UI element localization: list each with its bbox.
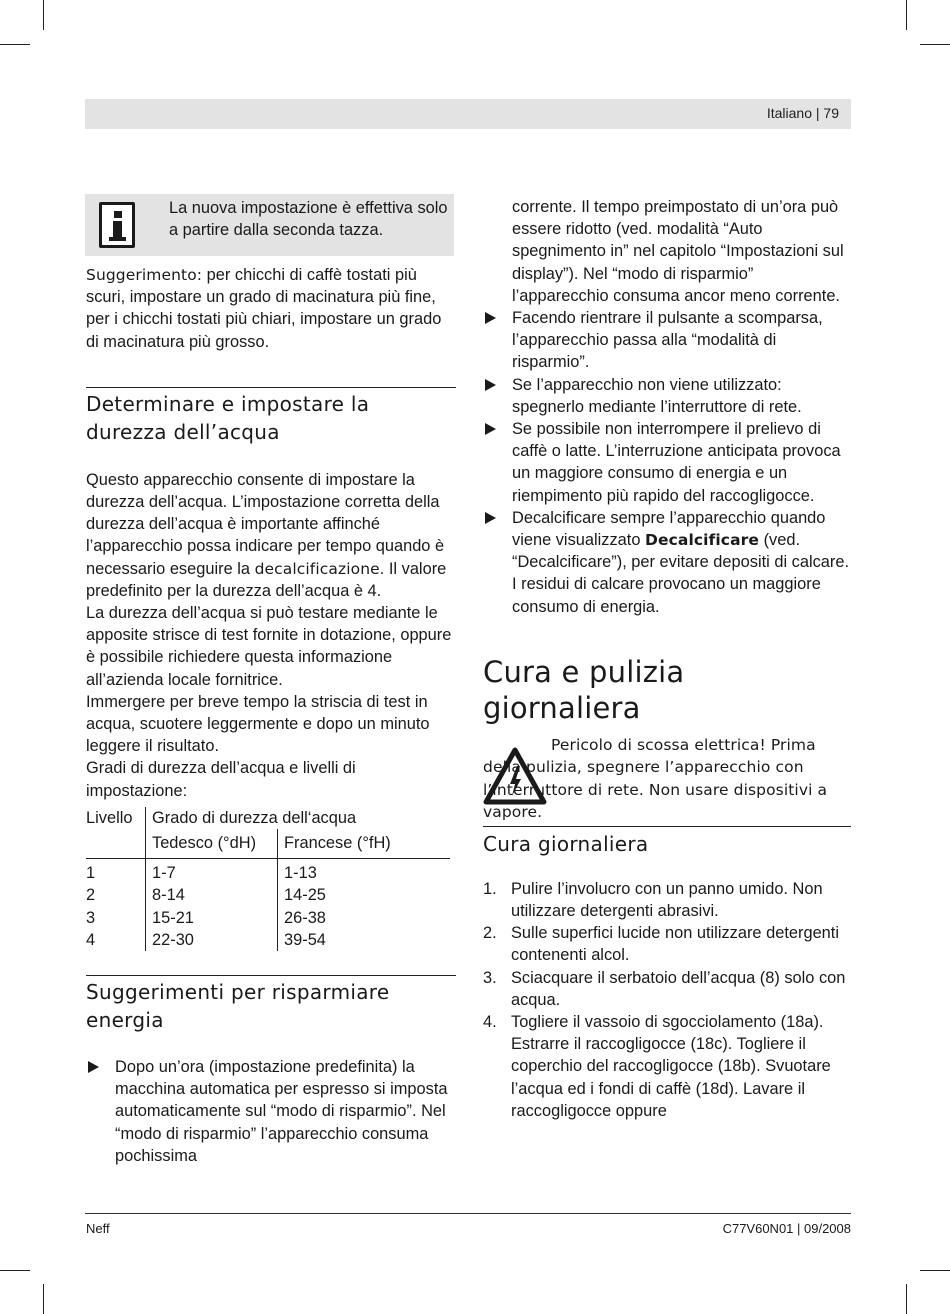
bullet-text-end: (ved. “Decalcificare”), per evitare depositi di calcare. I residui di calcare provocano un maggiore consumo di energia. [512,531,850,616]
tip-label: Suggerimento: [86,266,203,284]
cell-livello: 4 [86,930,96,949]
section-title-energy: Suggerimenti per risparmiare energia [86,980,390,1033]
section-divider [483,826,851,827]
crop-mark [920,44,950,45]
cell-livello: 3 [86,908,96,927]
crop-mark [0,44,30,45]
step-text: Sciacquare il serbatoio dell’acqua (8) solo con acqua. [511,968,846,1009]
section-title-water-hardness: Determinare e impostare la durezza dell’acqua [86,391,370,444]
step-number: 1. [483,879,497,898]
table-row [86,929,450,951]
page-label: Italiano | 79 [766,105,839,121]
cell-francese: 26-38 [278,907,451,929]
list-item [483,507,851,618]
step-number: 3. [483,968,497,987]
crop-mark [920,1270,950,1271]
cell-francese: 39-54 [278,929,451,951]
bullet-arrow-icon [485,512,496,524]
list-item [483,922,851,966]
footer-brand: Neff [86,1221,110,1236]
step-number: 2. [483,924,497,943]
left-column [86,194,456,1167]
bullet-text: Dopo un’ora (impostazione predefinita) la macchina automatica per espresso si imposta automaticamente sul “modo di risparmio”. Nel “modo di risparmio” l’apparecchio consuma pochissima [115,1058,448,1165]
cell-tedesco: 8-14 [146,884,278,906]
cell-tedesco: 1-7 [146,859,278,885]
crop-mark [906,1284,907,1314]
care-steps-list [483,878,851,1122]
cell-livello: 1 [86,864,96,883]
warning-text: Pericolo di scossa elettrica! Prima della pulizia, spegnere l’apparecchio con l’interruttore di rete. Non usare dispositivi a vapore. [483,735,828,822]
intro-text-end: . Il valore predefinito per la durezza dell’acqua è 4. [86,559,447,600]
table-row [86,907,450,929]
list-item [483,418,851,507]
water-hardness-table-caption: Gradi di durezza dell’acqua e livelli di impostazione: [86,759,356,800]
water-hardness-table [86,807,450,951]
crop-mark [906,0,907,30]
right-column [483,196,851,1122]
crop-mark [43,0,44,30]
bullet-text: Facendo rientrare il pulsante a scomparsa, l’apparecchio passa alla “modalità di risparmio”. [512,309,823,372]
step-text: Togliere il vassoio di sgocciolamento (18a). Estrarre il raccogligocce (18c). Togliere il coperchio del raccogligocce (18b). Svuotare l’acqua ed i fondi di caffè (18d). Lavare il raccogligocce oppure [511,1013,831,1120]
table-row [86,884,450,906]
cell-livello: 2 [86,886,96,905]
info-note-text: La nuova impostazione è effettiva solo a partire dalla seconda tazza. [169,199,448,240]
tip-text: per chicchi di caffè tostati più scuri, impostare un grado di macinatura più fine, per i chicchi tostati più chiari, impostare un grado di macinatura più grosso. [86,266,442,351]
bullet-arrow-icon [485,312,496,324]
th-tedesco: Tedesco (°dH) [146,829,278,859]
list-item [483,307,851,374]
cell-francese: 1-13 [278,859,451,885]
display-message-term: Decalcificare [645,531,760,550]
decalcification-term: decalcificazione [254,559,380,578]
crop-mark [43,1284,44,1314]
cell-tedesco: 22-30 [146,929,278,951]
water-hardness-intro [86,469,456,602]
info-note [85,194,454,256]
step-number: 4. [483,1013,497,1032]
th-livello: Livello [86,808,133,827]
cell-francese: 14-25 [278,884,451,906]
section-title-daily-care: Cura giornaliera [483,831,649,856]
list-item [483,878,851,922]
list-item [86,1056,456,1167]
step-text: Pulire l’involucro con un panno umido. Non utilizzare detergenti abrasivi. [511,879,823,921]
list-item [483,1011,851,1122]
table-row [86,859,450,885]
list-item [483,967,851,1011]
water-hardness-instructions: Immergere per breve tempo la striscia di test in acqua, scuotere leggermente e dopo un minuto leggere il risultato. [86,692,430,756]
crop-mark [0,1270,30,1271]
bullet-arrow-icon [485,423,496,435]
tip-paragraph [86,264,456,353]
intro-text: Questo apparecchio consente di impostare la durezza dell’acqua. L’impostazione corretta della durezza dell’acqua è importante affinché l’apparecchio possa indicare per tempo quando è necessario eseguire la [86,470,445,578]
info-icon [99,202,135,248]
bullet-text: Se possibile non interrompere il prelievo di caffè o latte. L’interruzione anticipata provoca un maggiore consumo di energia e un riempimento più rapido del raccogligocce. [512,420,841,505]
bullet-arrow-icon [88,1061,99,1073]
list-item [483,374,851,418]
warning-block [483,734,851,824]
bullet-continuation: corrente. Il tempo preimpostato di un’ora può essere ridotto (ved. modalità “Auto spegnimento in” nel capitolo “Impostazioni sul display”). Nel “modo di risparmio” l’apparecchio consuma ancor meno corrente. [512,198,844,305]
water-hardness-test: La durezza dell’acqua si può testare mediante le apposite strisce di test fornite in dotazione, oppure è possibile richiedere questa informazione all’azienda locale fornitrice. [86,604,452,689]
bullet-text: Decalcificare sempre l’apparecchio quando viene visualizzato [512,508,826,550]
page-main-title: Cura e pulizia giornaliera [483,654,685,725]
bullet-arrow-icon [485,379,496,391]
section-divider [86,975,456,976]
th-grado: Grado di durezza dell‘acqua [146,807,451,829]
footer-divider [85,1213,851,1214]
footer-code: C77V60N01 | 09/2008 [722,1221,851,1236]
cell-tedesco: 15-21 [146,907,278,929]
th-francese: Francese (°fH) [278,829,451,859]
page-header [85,99,851,129]
step-text: Sulle superfici lucide non utilizzare detergenti contenenti alcol. [511,924,839,965]
section-divider [86,387,456,388]
bullet-text: Se l’apparecchio non viene utilizzato: spegnerlo mediante l’interruttore di rete. [512,375,802,416]
